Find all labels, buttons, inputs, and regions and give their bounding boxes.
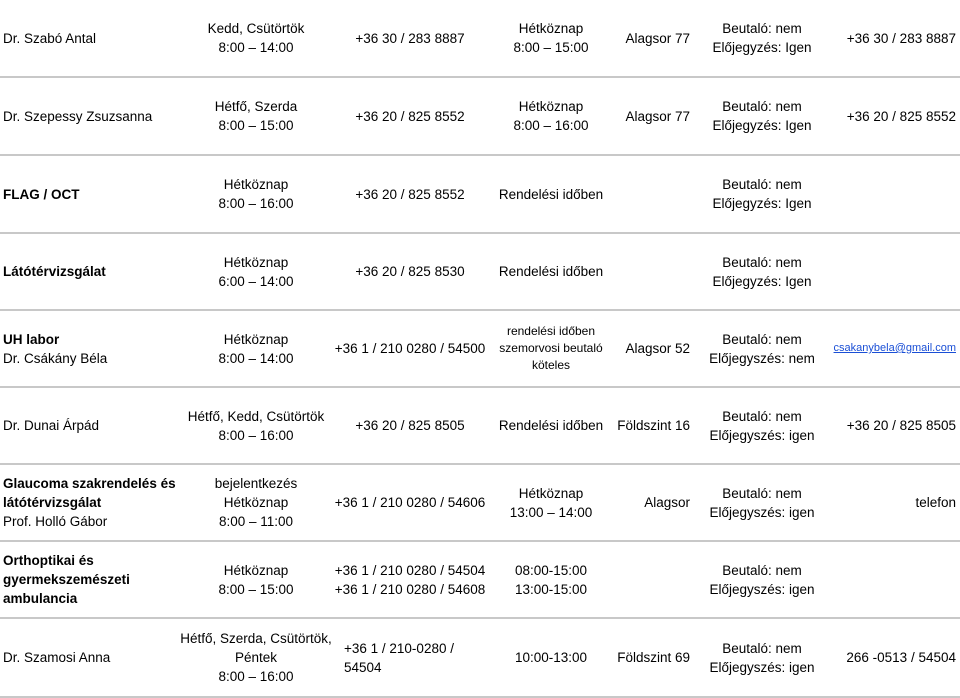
location-cell [610,311,690,386]
phone-text: +36 1 / 210 0280 / 54608 [334,581,486,597]
hours-cell [487,311,615,386]
days-cell [180,78,332,154]
hours-text: Rendelési időben [498,264,604,279]
phone-text: +36 20 / 825 8552 [355,186,465,202]
hours-text: 13:00-15:00 [514,581,588,597]
location-text: Alagsor 52 [625,341,690,356]
contact-text: +36 20 / 825 8552 [846,108,956,124]
table-row [0,465,960,542]
name-cell [3,156,178,232]
phone-text: 54504 [344,659,382,675]
name-cell [3,311,178,386]
name-text: Dr. Szamosi Anna [3,650,111,665]
referral-text: Beutaló: nem [722,485,802,501]
location-text: Alagsor 77 [625,108,690,124]
referral-text: Előjegyzés: Igen [712,196,812,211]
days-text: 8:00 – 16:00 [218,669,294,684]
hours-cell [487,388,615,463]
contact-cell [830,388,956,463]
hours-text: 8:00 – 16:00 [513,118,589,133]
days-text: Hétköznap [223,495,289,510]
name-cell [3,388,178,463]
days-text: 8:00 – 16:00 [218,427,294,443]
phone-text: +36 1 / 210 0280 / 54504 [334,562,486,578]
contact-cell [830,78,956,154]
days-text: Hétfő, Szerda [214,99,298,114]
location-cell [610,388,690,463]
referral-cell [693,542,831,617]
hours-text: 8:00 – 15:00 [513,40,589,55]
referral-text: Előjegyszés: igen [709,581,815,597]
days-text: 8:00 – 14:00 [218,40,294,55]
contact-cell [830,465,956,540]
name-cell [3,465,178,540]
phone-cell [334,0,486,76]
days-text: Péntek [234,650,278,665]
referral-cell [693,0,831,76]
name-text: Dr. Szepessy Zsuzsanna [3,108,153,124]
phone-text: +36 20 / 825 8530 [355,264,465,279]
table-row [0,388,960,465]
referral-text: Beutaló: nem [722,99,802,114]
days-text: Hétköznap [223,331,289,347]
table-row [0,156,960,234]
hours-text: Hétköznap [518,21,584,36]
location-cell [610,619,690,696]
referral-cell [693,465,831,540]
hours-text: Hétköznap [518,99,584,114]
location-cell [610,78,690,154]
hours-text: Rendelési időben [498,418,604,433]
days-text: Kedd, Csütörtök [207,21,305,36]
phone-text: +36 20 / 825 8552 [355,108,465,124]
table-row [0,619,960,698]
referral-text: Beutaló: nem [722,408,802,424]
phone-text: +36 20 / 825 8505 [355,418,465,433]
days-text: bejelentkezés [214,476,298,491]
hours-text: Hétköznap [518,485,584,501]
days-text: 8:00 – 15:00 [218,118,294,133]
days-cell [180,0,332,76]
referral-cell [693,311,831,386]
name-cell [3,619,178,696]
hours-cell [487,234,615,309]
phone-cell [334,234,486,309]
location-cell [610,156,690,232]
name-text: ambulancia [3,591,78,606]
contact-cell [830,619,956,696]
phone-cell [334,465,486,540]
referral-text: Beutaló: nem [722,177,802,192]
hours-text: 08:00-15:00 [514,562,588,578]
name-text: Dr. Dunai Árpád [3,418,100,433]
name-cell [3,0,178,76]
referral-text: Előjegyszés: nem [709,350,815,366]
phone-text: +36 1 / 210-0280 / [344,640,454,656]
days-cell [180,465,332,540]
referral-cell [693,619,831,696]
days-text: 6:00 – 14:00 [218,273,294,289]
days-text: Hétköznap [223,562,289,578]
referral-cell [693,156,831,232]
contact-cell [830,0,956,76]
name-cell [3,542,178,617]
name-text: Glaucoma szakrendelés és [3,476,176,491]
days-text: Hétfő, Kedd, Csütörtök [187,408,325,424]
name-text: Orthoptikai és [3,553,94,568]
contact-cell [830,311,956,386]
referral-text: Beutaló: nem [722,331,802,347]
phone-cell [334,156,486,232]
contact-text: 266 -0513 / 54504 [846,650,956,665]
table-row [0,311,960,388]
hours-cell [487,619,615,696]
table-row [0,542,960,619]
referral-text: Beutaló: nem [722,254,802,270]
hours-text: 10:00-13:00 [514,650,588,665]
email-link[interactable]: csakanybela@gmail.com [833,342,956,354]
name-text: látótérvizsgálat [3,495,102,510]
hours-text: Rendelési időben [498,186,604,202]
referral-cell [693,78,831,154]
hours-cell [487,0,615,76]
days-cell [180,388,332,463]
referral-cell [693,388,831,463]
referral-text: Előjegyszés: igen [709,504,815,520]
phone-text: +36 1 / 210 0280 / 54500 [334,341,486,356]
contact-text: +36 20 / 825 8505 [846,418,956,433]
name-text: gyermekszemészeti [3,572,130,587]
days-text: Hétköznap [223,177,289,192]
referral-text: Előjegyzés: Igen [712,118,812,133]
phone-cell [334,542,486,617]
phone-cell [334,388,486,463]
location-cell [610,542,690,617]
contact-cell [830,542,956,617]
phone-cell [334,78,486,154]
table-row [0,78,960,156]
days-text: 8:00 – 14:00 [218,350,294,366]
name-text: Látótérvizsgálat [3,264,106,279]
name-cell [3,78,178,154]
location-cell [610,0,690,76]
contact-cell [830,156,956,232]
referral-text: Beutaló: nem [722,640,802,656]
hours-text: rendelési időben [506,324,596,338]
location-cell [610,234,690,309]
days-cell [180,234,332,309]
days-text: Hétfő, Szerda, Csütörtök, [180,631,332,646]
referral-text: Előjegyzés: Igen [712,40,812,55]
contact-text: telefon [915,495,956,510]
phone-text: +36 30 / 283 8887 [355,30,465,46]
location-text: Alagsor [644,495,690,510]
referral-cell [693,234,831,309]
location-text: Alagsor 77 [625,30,690,46]
name-cell [3,234,178,309]
name-text: FLAG / OCT [3,186,80,202]
hours-text: 13:00 – 14:00 [509,504,593,520]
hours-text: köteles [531,358,571,372]
referral-text: Előjegyszés: igen [709,427,815,443]
hours-cell [487,156,615,232]
days-text: 8:00 – 16:00 [218,196,294,211]
referral-text: Beutaló: nem [722,21,802,36]
hours-cell [487,542,615,617]
phone-cell [334,311,486,386]
phone-cell [344,619,496,696]
table-row [0,0,960,78]
location-text: Földszint 69 [617,650,690,665]
contact-text: +36 30 / 283 8887 [846,30,956,46]
location-text: Földszint 16 [617,418,690,433]
name-text: UH labor [3,331,60,347]
days-cell [180,311,332,386]
table-row [0,234,960,311]
contact-cell [830,234,956,309]
phone-text: +36 1 / 210 0280 / 54606 [334,495,486,510]
referral-text: Előjegyszés: igen [709,659,815,675]
days-text: 8:00 – 11:00 [218,514,294,529]
hours-text: szemorvosi beutaló [499,341,603,355]
days-cell [180,619,332,696]
location-cell [610,465,690,540]
name-text: Dr. Csákány Béla [3,350,108,366]
days-text: 8:00 – 15:00 [218,581,294,597]
hours-cell [487,465,615,540]
referral-text: Beutaló: nem [722,562,802,578]
name-text: Prof. Holló Gábor [3,514,108,529]
hours-cell [487,78,615,154]
days-cell [180,542,332,617]
days-text: Hétköznap [223,254,289,270]
days-cell [180,156,332,232]
referral-text: Előjegyzés: Igen [712,273,812,289]
name-text: Dr. Szabó Antal [3,30,97,46]
